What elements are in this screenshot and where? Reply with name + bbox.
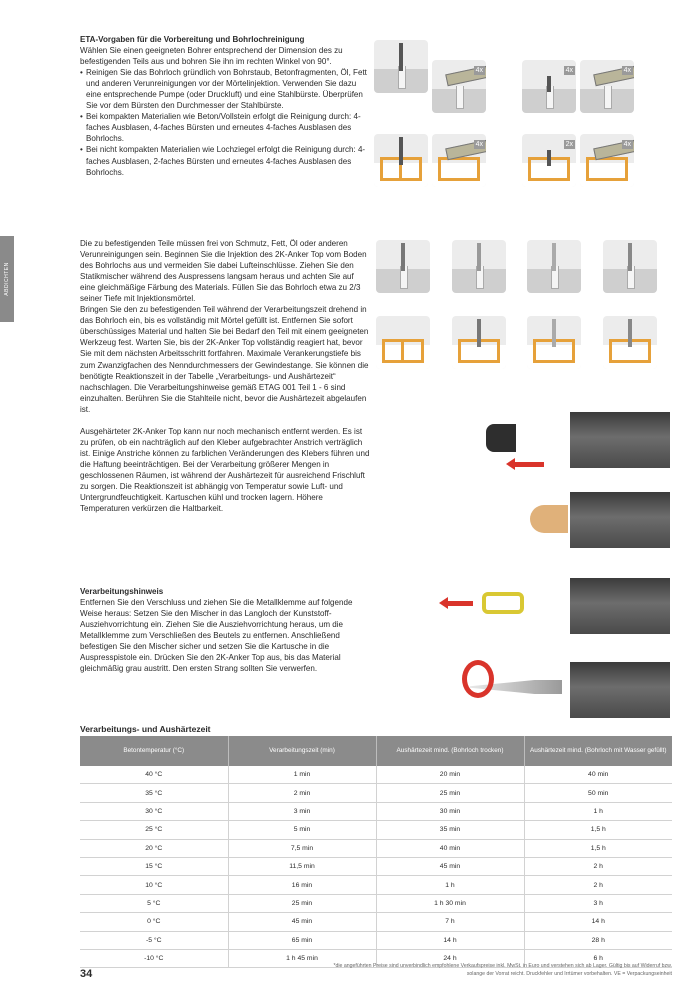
brush-illustration: [522, 60, 576, 113]
table-cell: 2 min: [228, 784, 376, 802]
table-cell: 1 h 30 min: [376, 894, 524, 912]
brick-blow-out-illustration: [432, 134, 486, 187]
tighten-rod-illustration: [527, 240, 581, 293]
injection-paragraph: Die zu befestigenden Teile müssen frei von Schmutz, Fett, Öl oder anderen Verunreinigungen sein. Beginnen Sie die Injektion des 2K-Anker Top vom Boden des Bohrlochs aus und vermeiden Sie dabei Lufteinschlüsse. Ziehen Sie den Statikmischer während des Auspressens langsam heraus und achten Sie auf eine gleichmäßige Färbung des Materials. Füllen Sie das Bohrloch etwa zu 2/3 seiner Tiefe mit Injektionsmörtel.: [80, 239, 367, 304]
table-row: [80, 821, 672, 839]
processing-note-title: Verarbeitungshinweis: [80, 587, 164, 596]
insert-brick-rod-illustration: [527, 316, 581, 369]
table-cell: 25 °C: [80, 821, 228, 839]
table-cell: 20 °C: [80, 839, 228, 857]
table-cell: 3 min: [228, 802, 376, 820]
table-row: [80, 857, 672, 875]
footer-note: *die angeführten Preise sind unverbindlich empfohlene Verkaufspreise inkl. MwSt. in Euro und verstehen sich ab Lager. Gültig bis auf Widerruf bzw. solange der Vorrat reicht. Druckfehler und Irrtümer vorbehalten. VE = Verpackungseinheit: [333, 963, 672, 977]
table-cell: 1,5 h: [524, 839, 672, 857]
table-cell: 35 °C: [80, 784, 228, 802]
injection-paragraph: Ausgehärteter 2K-Anker Top kann nur noch mechanisch entfernt werden. Es ist zu prüfen, ob ein nachträglich auf den Kleber aufgebrachter Anstrich verträglich ist. Einige Anstriche können zu farblichen Veränderungen des Klebers führen und die Haftung beeinträchtigen. Bei der Verarbeitung größerer Mengen in geschlossenen Räumen, ist während der Aushärtezeit für ausreichend Frischluft zu sorgen. Die Reaktionszeit ist abhängig von Temperatur sowie Luft- und Untergrundfeuchtigkeit. Kartuschen kühl und trocken lagern. Höhere Temperaturen verkürzen die Haltbarkeit.: [80, 426, 370, 514]
table-cell: 16 min: [228, 876, 376, 894]
table-cell: 7 h: [376, 913, 524, 931]
table-cell: 24 h: [376, 949, 524, 967]
table-cell: 28 h: [524, 931, 672, 949]
brick-brush-illustration: [522, 134, 576, 187]
table-cell: 11,5 min: [228, 857, 376, 875]
repeat-badge: 2x: [565, 141, 573, 148]
repeat-badge: 4x: [565, 67, 573, 74]
table-header-row: [80, 736, 672, 766]
table-cell: 1 min: [228, 766, 376, 784]
table-header: Aushärtezeit mind. (Bohrloch trocken): [376, 736, 524, 766]
section-injection: [80, 238, 370, 514]
bullet-item: • Bei kompakten Materialien wie Beton/Vollstein erfolgt die Reinigung durch: 4-faches Ausblasen, 4-faches Bürsten und erneutes 4-faches Ausblasen des Bohrlochs.: [80, 111, 370, 144]
side-tab: [0, 236, 14, 322]
section-processing-note: [80, 586, 370, 674]
section-eta-title: ETA-Vorgaben für die Vorbereitung und Bohrlochreinigung: [80, 35, 305, 44]
table-cell: 40 °C: [80, 766, 228, 784]
cartridge-illustration: [570, 492, 670, 548]
table-row: [80, 931, 672, 949]
table-cell: 2 h: [524, 876, 672, 894]
table-row: [80, 876, 672, 894]
table-cell: 40 min: [524, 766, 672, 784]
table-cell: 10 °C: [80, 876, 228, 894]
brick-drill-illustration: [374, 134, 428, 187]
table-cell: 30 min: [376, 802, 524, 820]
table-header: Aushärtezeit mind. (Bohrloch mit Wasser gefüllt): [524, 736, 672, 766]
table-header: Betontemperatur (°C): [80, 736, 228, 766]
extraction-tool-icon: [482, 592, 524, 614]
table-row: [80, 802, 672, 820]
table-row: [80, 784, 672, 802]
inject-concrete-illustration: [376, 240, 430, 293]
clip-icon: [530, 505, 568, 533]
repeat-badge: 4x: [475, 141, 483, 148]
table-cell: 40 min: [376, 839, 524, 857]
table-row: [80, 894, 672, 912]
processing-note-text: Entfernen Sie den Verschluss und ziehen Sie die Metallklemme auf folgende Weise heraus: Setzen Sie den Mischer in das Langloch der Kunststoff-Ausziehvorrichtung ein. Ziehen Sie die Ausziehvorrichtung heraus, um die Metallklemme zum Verschließen des Beutels zu entfernen. Anschließend befestigen Sie den Mischer sicher und setzen Sie die Kartusche in die Auspresspistole ein. Drücken Sie den 2K-Anker Top aus, bis das Material gleichmäßig grau austritt. Den ersten Strang sollten Sie verwerfen.: [80, 598, 353, 674]
table-row: [80, 839, 672, 857]
table-cell: 5 min: [228, 821, 376, 839]
insert-rod-illustration: [452, 240, 506, 293]
cartridge-illustration: [570, 578, 670, 634]
repeat-badge: 4x: [623, 67, 631, 74]
table-cell: 20 min: [376, 766, 524, 784]
inject-brick-illustration: [376, 316, 430, 369]
table-cell: 1,5 h: [524, 821, 672, 839]
table-row: [80, 766, 672, 784]
tighten-brick-rod-illustration: [603, 316, 657, 369]
table-cell: 30 °C: [80, 802, 228, 820]
drill-illustration: [374, 40, 428, 93]
page-number: 34: [80, 968, 93, 980]
table-cell: 7,5 min: [228, 839, 376, 857]
table-cell: -5 °C: [80, 931, 228, 949]
side-tab-label: ABDICHTEN: [4, 262, 10, 296]
injection-paragraph: Bringen Sie den zu befestigenden Teil während der Verarbeitungszeit drehend in das Bohrloch ein, bis es vollständig mit Mörtel gefüllt ist. Entfernen Sie sofort überschüssiges Material und halten Sie bei Bedarf den Teil mit einem geeigneten Werkzeug fest. Warten Sie, bis der 2K-Anker Top vollständig reagiert hat, bevor Sie mit dem nächsten Arbeitsschritt fortfahren. Maximale Verankerungstiefe bis zum Zwanzigfachen des Nenndurchmessers der Gewindestange. Sie können die benötigte Reaktionszeit in der Tabelle „Verarbeitungs- und Aushärtezeit“ nachschlagen. Die Verarbeitungshinweise gemäß ETAG 001 Teil 1 - 6 sind einzuhalten. Berühren Sie die Stahlteile nicht, bevor die Aushärtezeit abgelaufen ist.: [80, 305, 369, 414]
cartridge-illustration: [570, 412, 670, 468]
cartridge-illustration: [570, 662, 670, 718]
table-cell: 0 °C: [80, 913, 228, 931]
table-cell: 6 h: [524, 949, 672, 967]
table-cell: 25 min: [228, 894, 376, 912]
table-cell: 50 min: [524, 784, 672, 802]
section-eta: [80, 34, 370, 178]
table-cell: 3 h: [524, 894, 672, 912]
table-cell: 25 min: [376, 784, 524, 802]
table-header: Verarbeitungszeit (min): [228, 736, 376, 766]
table-cell: 1 h: [524, 802, 672, 820]
table-title: Verarbeitungs- und Aushärtezeit: [80, 724, 211, 734]
fix-part-illustration: [603, 240, 657, 293]
table-row: [80, 913, 672, 931]
blow-out-illustration: [432, 60, 486, 113]
inject-brick-sleeve-illustration: [452, 316, 506, 369]
repeat-badge: 4x: [623, 141, 631, 148]
curing-time-table: [80, 736, 672, 968]
bullet-item: • Reinigen Sie das Bohrloch gründlich von Bohrstaub, Betonfragmenten, Öl, Fett und anderen Verunreinigungen vor der Mörtelinjektion. Verwenden Sie dazu eine entsprechende Pumpe (oder Druckluft) und eine Stahlbürste. Überprüfen Sie vor dem Bürsten den Durchmesser der Stahlbürste.: [80, 67, 370, 111]
table-cell: 15 °C: [80, 857, 228, 875]
table-cell: 45 min: [376, 857, 524, 875]
brick-blow-out-illustration: [580, 134, 634, 187]
section-eta-intro: Wählen Sie einen geeigneten Bohrer entsprechend der Dimension des zu befestigenden Teils aus und bohren Sie ihn im rechten Winkel von 90°.: [80, 46, 343, 67]
table-cell: 35 min: [376, 821, 524, 839]
table-cell: 14 h: [524, 913, 672, 931]
table-cell: 5 °C: [80, 894, 228, 912]
table-cell: 45 min: [228, 913, 376, 931]
rotate-arrow-icon: [462, 660, 494, 698]
repeat-badge: 4x: [475, 67, 483, 74]
bullet-item: • Bei nicht kompakten Materialien wie Lochziegel erfolgt die Reinigung durch: 4-faches Ausblasen, 2-faches Bürsten und erneutes 4-faches Ausblasen des Bohrlochs.: [80, 144, 370, 177]
table-cell: 1 h: [376, 876, 524, 894]
table-cell: 2 h: [524, 857, 672, 875]
section-eta-bullets: [80, 67, 370, 177]
cartridge-cap-icon: [486, 424, 516, 452]
table-cell: -10 °C: [80, 949, 228, 967]
blow-out-illustration: [580, 60, 634, 113]
remove-arrow-icon: [514, 462, 544, 467]
pull-arrow-icon: [447, 601, 473, 606]
table-cell: 1 h 45 min: [228, 949, 376, 967]
table-cell: 14 h: [376, 931, 524, 949]
table-cell: 65 min: [228, 931, 376, 949]
